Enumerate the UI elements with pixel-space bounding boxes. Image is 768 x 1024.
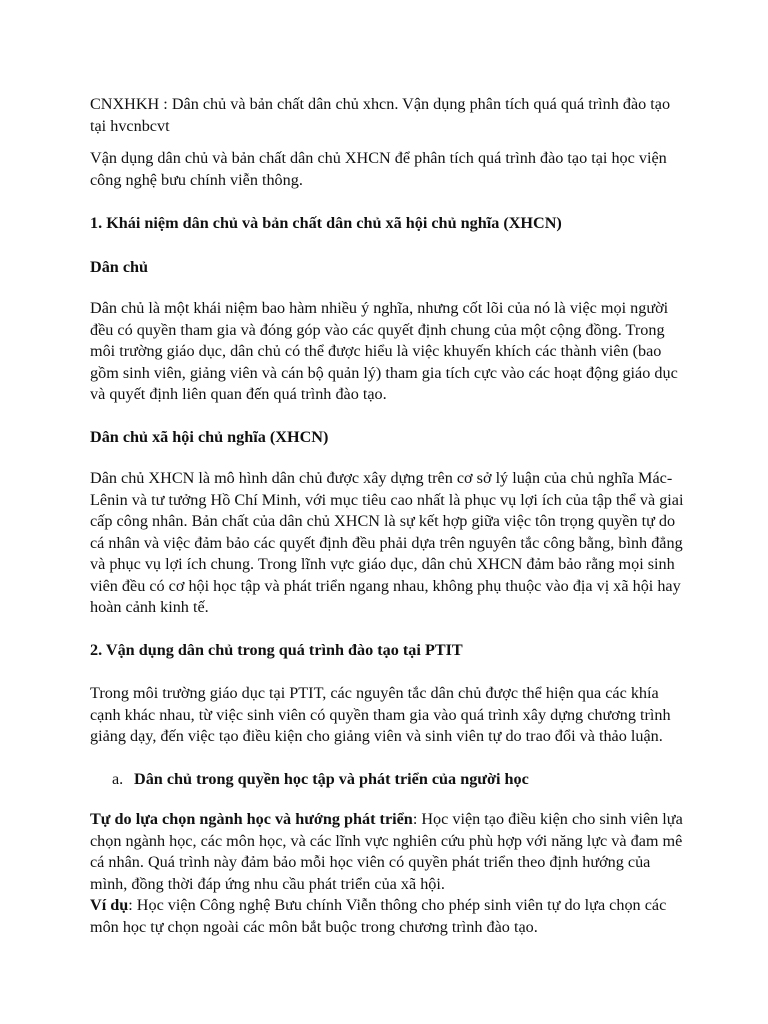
document-intro: Vận dụng dân chủ và bản chất dân chủ XHCN để phân tích quá trình đào tạo tại học viện công nghệ bưu chính viễn thông. <box>90 149 667 189</box>
document-page <box>90 94 690 938</box>
list-item-a <box>90 769 690 791</box>
list-marker-a: a. <box>112 769 124 788</box>
paragraph-dan-chu: Dân chủ là một khái niệm bao hàm nhiều ý nghĩa, nhưng cốt lõi của nó là việc mọi người đều có quyền tham gia và đóng góp vào các quyết định chung của một cộng đồng. Trong môi trường giáo dục, dân chủ có thể được hiểu là việc khuyến khích các thành viên (bao gồm sinh viên, giảng viên và cán bộ quản lý) tham gia tích cực vào các hoạt động giáo dục và quyết định liên quan đến quá trình đào tạo. <box>90 299 678 403</box>
section2-heading: 2. Vận dụng dân chủ trong quá trình đào tạo tại PTIT <box>90 640 463 659</box>
section1-heading: 1. Khái niệm dân chủ và bản chất dân chủ xã hội chủ nghĩa (XHCN) <box>90 214 562 232</box>
freedom-label: Tự do lựa chọn ngành học và hướng phát triển <box>90 810 413 828</box>
paragraph-example <box>90 895 690 938</box>
paragraph-freedom <box>90 809 690 895</box>
example-label: Ví dụ <box>90 896 129 914</box>
paragraph-section2: Trong môi trường giáo dục tại PTIT, các nguyên tắc dân chủ được thể hiện qua các khía cạnh khác nhau, từ việc sinh viên có quyền tham gia vào quá trình xây dựng chương trình giảng dạy, đến việc tạo điều kiện cho giảng viên và sinh viên tự do trao đổi và thảo luận. <box>90 684 671 745</box>
document-title: CNXHKH : Dân chủ và bản chất dân chủ xhcn. Vận dụng phân tích quá quá trình đào tạo tại hvcnbcvt <box>90 95 671 135</box>
subheading-dan-chu: Dân chủ <box>90 257 149 276</box>
example-text: : Học viện Công nghệ Bưu chính Viễn thông cho phép sinh viên tự do lựa chọn các môn học tự chọn ngoài các môn bắt buộc trong chương trình đào tạo. <box>90 896 667 936</box>
list-item-a-heading: Dân chủ trong quyền học tập và phát triển của người học <box>134 769 529 788</box>
subheading-dan-chu-xhcn: Dân chủ xã hội chủ nghĩa (XHCN) <box>90 427 329 446</box>
paragraph-dan-chu-xhcn: Dân chủ XHCN là mô hình dân chủ được xây dựng trên cơ sở lý luận của chủ nghĩa Mác-Lênin và tư tưởng Hồ Chí Minh, với mục tiêu cao nhất là phục vụ lợi ích của tập thể và giai cấp công nhân. Bản chất của dân chủ XHCN là sự kết hợp giữa việc tôn trọng quyền tự do cá nhân và việc đảm bảo các quyết định đều phải dựa trên nguyên tắc công bằng, bình đẳng và phục vụ lợi ích chung. Trong lĩnh vực giáo dục, dân chủ XHCN đảm bảo rằng mọi sinh viên đều có cơ hội học tập và phát triển ngang nhau, không phụ thuộc vào địa vị xã hội hay hoàn cảnh kinh tế. <box>90 469 684 616</box>
freedom-text: : Học viện tạo điều kiện cho sinh viên lựa chọn ngành học, các môn học, và các lĩnh vực nghiên cứu phù hợp với năng lực và đam mê cá nhân. Quá trình này đảm bảo mỗi học viên có quyền phát triển theo định hướng của mình, đồng thời đáp ứng nhu cầu phát triển của xã hội. <box>90 810 683 893</box>
